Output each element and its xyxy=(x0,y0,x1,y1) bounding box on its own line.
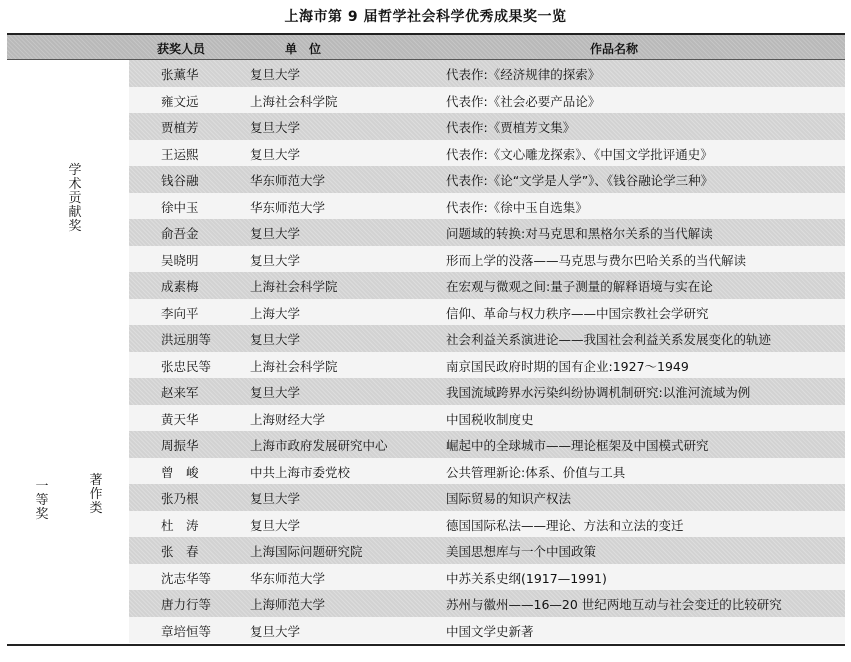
table-row xyxy=(129,140,845,167)
cell-person: 俞吾金 xyxy=(161,226,199,241)
cell-unit: 上海国际问题研究院 xyxy=(250,544,363,559)
cell-person: 贾植芳 xyxy=(161,120,199,135)
cell-unit: 上海市政府发展研究中心 xyxy=(250,438,388,453)
cell-work: 崛起中的全球城市——理论框架及中国模式研究 xyxy=(446,438,709,453)
table-row xyxy=(129,246,845,273)
subcategory-works: 著作类 xyxy=(89,473,103,516)
category-column xyxy=(7,60,129,644)
table-title: 上海市第 9 届哲学社会科学优秀成果奖一览 xyxy=(284,9,567,25)
category-first-prize: 一等奖 xyxy=(35,479,49,522)
cell-unit: 上海财经大学 xyxy=(250,411,326,427)
table-row xyxy=(129,87,845,114)
cell-work: 社会利益关系演进论——我国社会利益关系发展变化的轨迹 xyxy=(446,332,772,347)
cell-person: 黄天华 xyxy=(161,411,199,427)
table-row xyxy=(129,564,845,591)
cell-person: 徐中玉 xyxy=(161,199,199,215)
cell-unit: 华东师范大学 xyxy=(250,199,326,215)
table-row xyxy=(129,193,845,220)
cell-person: 钱谷融 xyxy=(161,173,199,188)
cell-work: 代表作:《经济规律的探索》 xyxy=(446,67,601,82)
cell-work: 国际贸易的知识产权法 xyxy=(446,491,572,506)
cell-work: 南京国民政府时期的国有企业:1927～1949 xyxy=(446,358,689,374)
cell-person: 张忠民等 xyxy=(161,358,212,374)
cell-unit: 复旦大学 xyxy=(250,226,301,241)
cell-work: 形而上学的没落——马克思与费尔巴哈关系的当代解读 xyxy=(446,252,747,268)
table-header xyxy=(7,33,845,60)
cell-person: 张 春 xyxy=(161,544,199,559)
subcategory-academic-contribution: 学术贡献奖 xyxy=(68,163,82,234)
cell-work: 我国流域跨界水污染纠纷协调机制研究:以淮河流域为例 xyxy=(446,385,751,400)
cell-work: 苏州与徽州——16—20 世纪两地互动与社会变迁的比较研究 xyxy=(446,597,782,612)
cell-work: 代表作:《文心雕龙探索》、《中国文学批评通史》 xyxy=(446,146,713,162)
cell-person: 沈志华等 xyxy=(161,570,212,586)
cell-work: 中国税收制度史 xyxy=(446,411,534,427)
table-body xyxy=(129,60,845,643)
table-row xyxy=(129,272,845,299)
cell-person: 章培恒等 xyxy=(161,623,212,639)
cell-person: 杜 涛 xyxy=(161,517,199,533)
cell-work: 代表作:《贾植芳文集》 xyxy=(446,120,576,135)
cell-unit: 复旦大学 xyxy=(250,120,301,135)
header-work: 作品名称 xyxy=(590,42,639,56)
table-row xyxy=(129,113,845,140)
cell-unit: 上海社会科学院 xyxy=(250,279,338,294)
table-row xyxy=(129,166,845,193)
cell-person: 唐力行等 xyxy=(161,597,212,612)
cell-person: 李向平 xyxy=(161,305,199,321)
table-row xyxy=(129,458,845,485)
cell-unit: 复旦大学 xyxy=(250,252,301,268)
table-row xyxy=(129,219,845,246)
cell-work: 代表作:《论“文学是人学”》、《钱谷融论学三种》 xyxy=(446,173,714,188)
table-bottom-rule xyxy=(7,644,845,646)
cell-unit: 上海社会科学院 xyxy=(250,358,338,374)
table-row xyxy=(129,617,845,644)
table-row xyxy=(129,405,845,432)
cell-person: 雍文远 xyxy=(161,93,199,109)
cell-person: 洪远朋等 xyxy=(161,332,212,347)
cell-unit: 上海社会科学院 xyxy=(250,93,338,109)
table-row xyxy=(129,378,845,405)
cell-person: 周振华 xyxy=(161,438,199,453)
cell-person: 曾 峻 xyxy=(161,464,199,480)
header-unit: 单 位 xyxy=(285,42,322,56)
table-row xyxy=(129,537,845,564)
cell-person: 王运熙 xyxy=(161,146,199,162)
table-row xyxy=(129,299,845,326)
cell-unit: 复旦大学 xyxy=(250,67,301,82)
table-row xyxy=(129,352,845,379)
table-row xyxy=(129,325,845,352)
table-row xyxy=(129,590,845,617)
cell-unit: 复旦大学 xyxy=(250,517,301,533)
cell-unit: 复旦大学 xyxy=(250,332,301,347)
table-row xyxy=(129,431,845,458)
cell-unit: 复旦大学 xyxy=(250,385,301,400)
table-row xyxy=(129,484,845,511)
cell-person: 赵来军 xyxy=(161,385,199,400)
cell-work: 代表作:《徐中玉自选集》 xyxy=(446,199,588,215)
table-row xyxy=(129,60,845,87)
cell-unit: 中共上海市委党校 xyxy=(250,464,351,480)
cell-work: 在宏观与微观之间:量子测量的解释语境与实在论 xyxy=(446,279,713,294)
cell-work: 中苏关系史纲(1917—1991) xyxy=(446,570,607,586)
cell-unit: 复旦大学 xyxy=(250,146,301,162)
cell-unit: 复旦大学 xyxy=(250,491,301,506)
cell-work: 问题域的转换:对马克思和黑格尔关系的当代解读 xyxy=(446,226,713,241)
cell-work: 德国国际私法——理论、方法和立法的变迁 xyxy=(446,517,684,533)
cell-unit: 复旦大学 xyxy=(250,623,301,639)
cell-unit: 华东师范大学 xyxy=(250,570,326,586)
cell-unit: 华东师范大学 xyxy=(250,173,326,188)
cell-person: 吴晓明 xyxy=(161,252,199,268)
cell-unit: 上海大学 xyxy=(250,305,301,321)
table-row xyxy=(129,511,845,538)
cell-work: 代表作:《社会必要产品论》 xyxy=(446,93,601,109)
cell-person: 张薰华 xyxy=(161,67,199,82)
cell-unit: 上海师范大学 xyxy=(250,597,326,612)
cell-person: 张乃根 xyxy=(161,491,199,506)
header-person: 获奖人员 xyxy=(157,42,206,56)
cell-work: 公共管理新论:体系、价值与工具 xyxy=(446,464,626,480)
cell-work: 信仰、革命与权力秩序——中国宗教社会学研究 xyxy=(446,305,709,321)
cell-work: 美国思想库与一个中国政策 xyxy=(446,544,597,559)
cell-person: 成素梅 xyxy=(161,279,199,294)
cell-work: 中国文学史新著 xyxy=(446,623,534,639)
